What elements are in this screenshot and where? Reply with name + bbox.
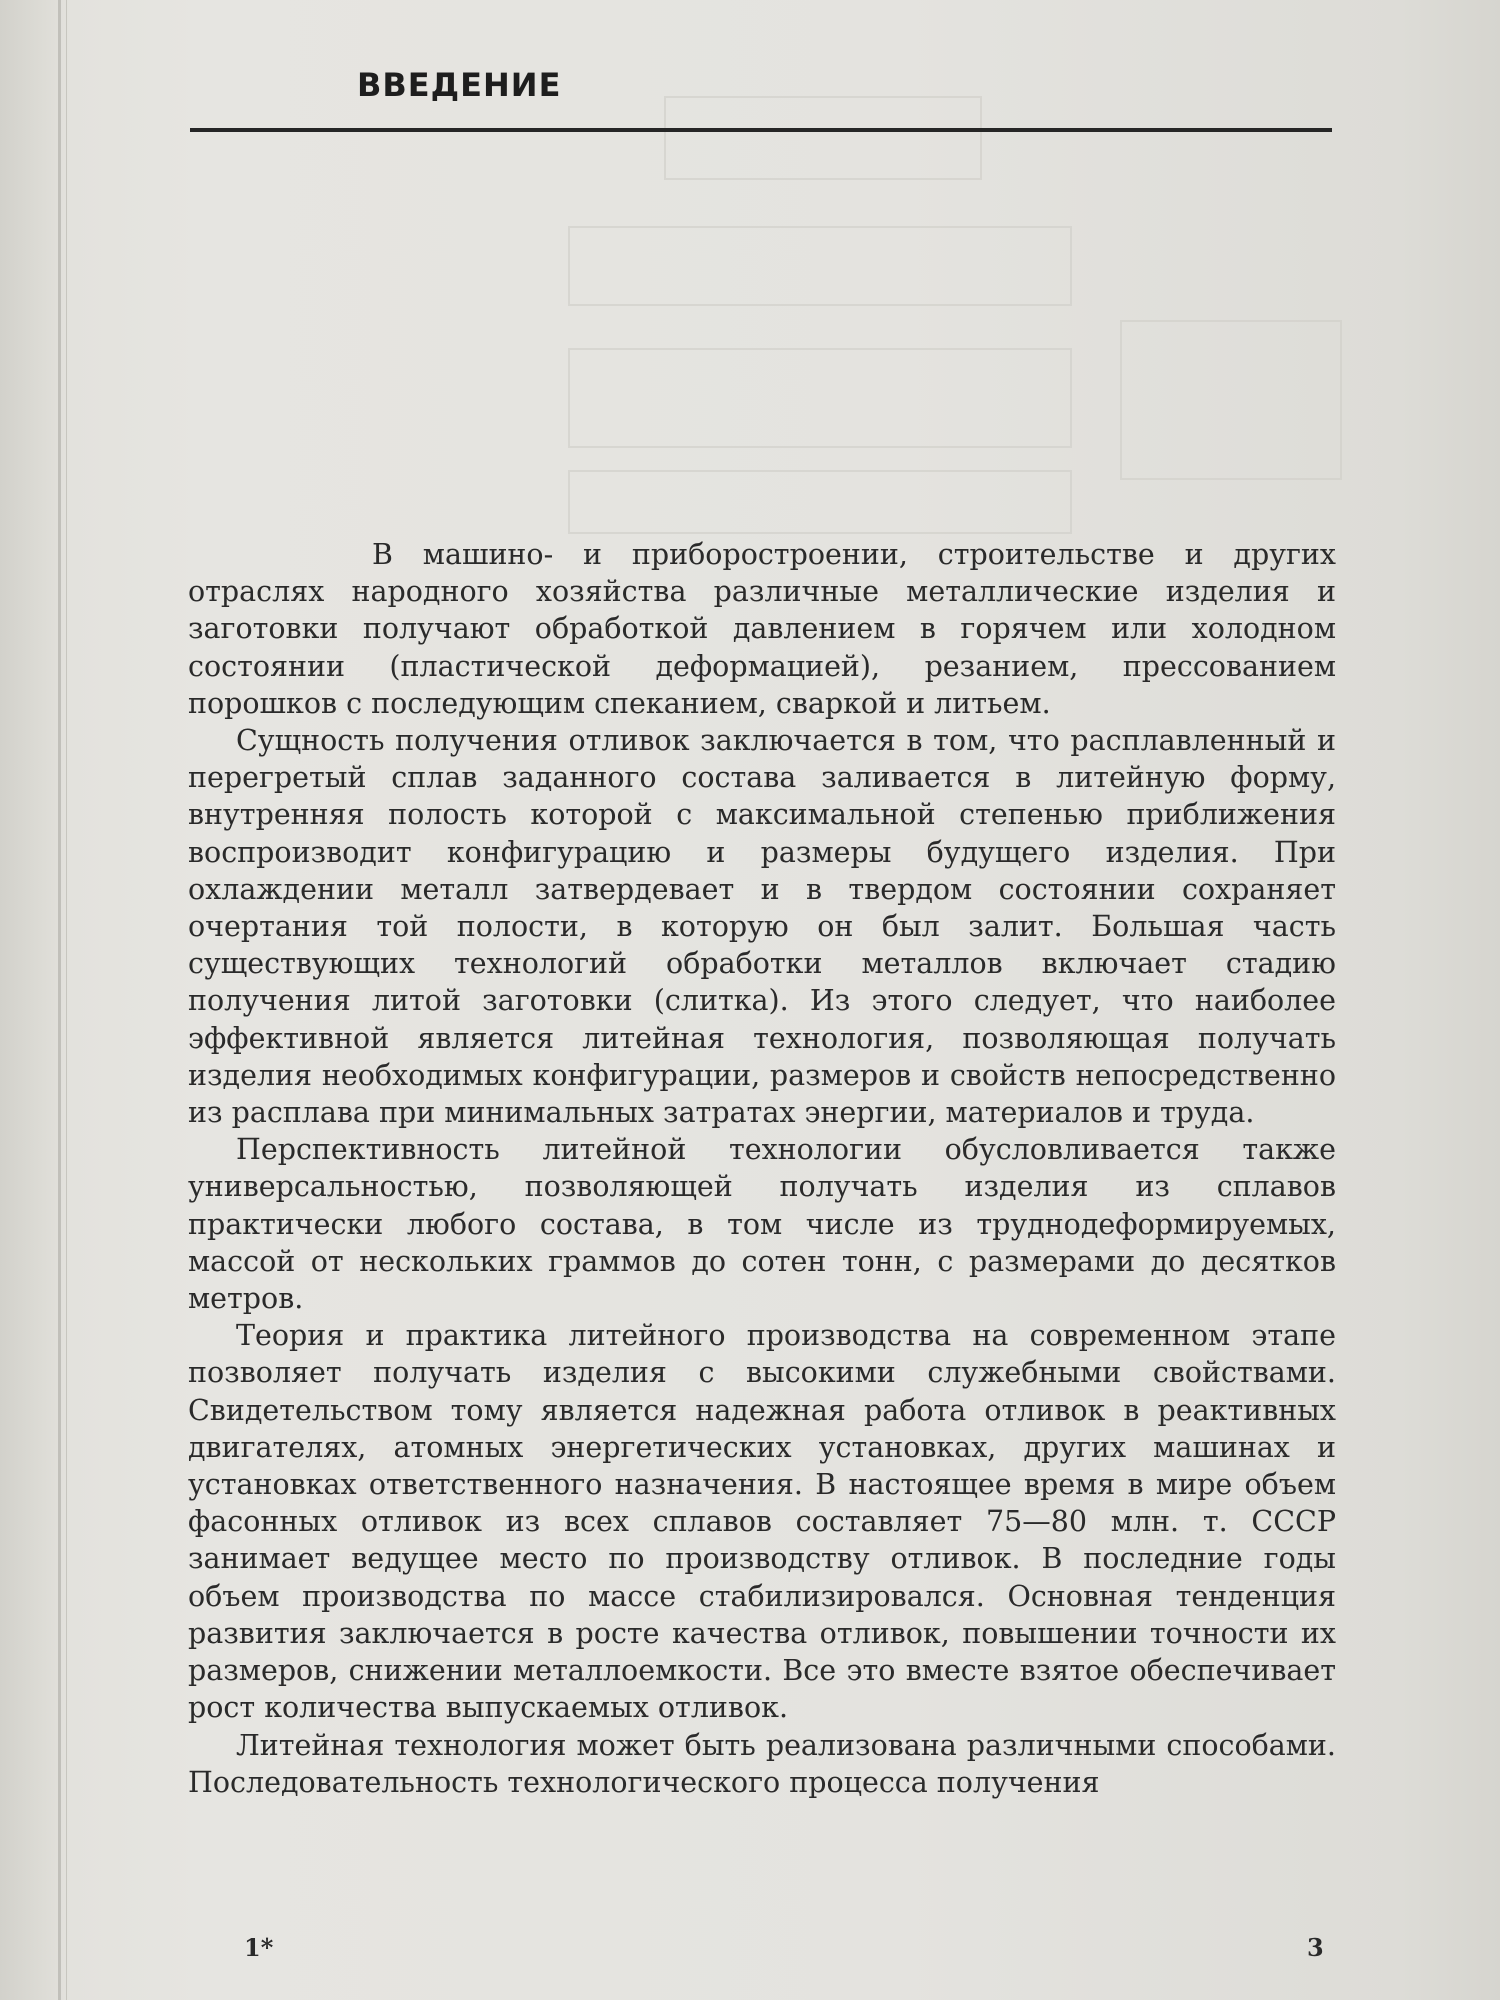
paragraph: Теория и практика литейного производства на современном этапе позволяет получать изделия с высокими служебными свойствами. Свидетельством тому является надежная работа отливок в реактивных двигателях, атомных энергетических установках, других машинах и установках ответственного назначения. В настоящее время в мире объем фасонных отливок из всех сплавов составляет 75—80 млн. т. СССР занимает ведущее место по производству отливок. В последние годы объем производства по массе стабилизировался. Основная тенденция развития заключается в росте качества отливок, повышении точности их размеров, снижении металлоемкости. Все это вместе взятое обеспечивает рост количества выпускаемых отливок. (188, 1319, 1336, 1725)
body-text (188, 536, 1336, 1801)
show-through-box (568, 470, 1072, 534)
show-through-box (568, 348, 1072, 448)
signature-mark: 1* (244, 1933, 274, 1962)
paragraph: Литейная технология может быть реализована различными способами. Последовательность технологического процесса получения (188, 1728, 1336, 1799)
show-through-box (1120, 320, 1342, 480)
paragraph: Сущность получения отливок заключается в том, что расплавленный и перегретый сплав заданного состава заливается в литейную форму, внутренняя полость которой с максимальной степенью приближения воспроизводит конфигурацию и размеры будущего изделия. При охлаждении металл затвердевает и в твердом состоянии сохраняет очертания той полости, в которую он был залит. Большая часть существующих технологий обработки металлов включает стадию получения литой заготовки (слитка). Из этого следует, что наиболее эффективной является литейная технология, позволяющая получать изделия необходимых конфигурации, размеров и свойств непосредственно из расплава при минимальных затратах энергии, материалов и труда. (188, 724, 1336, 1130)
page-number: 3 (1307, 1933, 1324, 1962)
paragraph: Перспективность литейной технологии обусловливается также универсальностью, позволяющей получать изделия из сплавов практически любого состава, в том числе из труднодеформируемых, массой от нескольких граммов до сотен тонн, с размерами до десятков метров. (188, 1133, 1336, 1316)
paragraph: В машино- и приборостроении, строительстве и других отраслях народного хозяйства различные металлические изделия и заготовки получают обработкой давлением в горячем или холодном состоянии (пластической деформацией), резанием, прессованием порошков с последующим спеканием, сваркой и литьем. (188, 538, 1336, 720)
binding-edge (58, 0, 61, 2000)
page-heading: ВВЕДЕНИЕ (357, 66, 562, 104)
show-through-box (664, 96, 982, 180)
show-through-box (568, 226, 1072, 306)
heading-rule (190, 128, 1332, 132)
binding-edge-shadow (66, 0, 67, 2000)
